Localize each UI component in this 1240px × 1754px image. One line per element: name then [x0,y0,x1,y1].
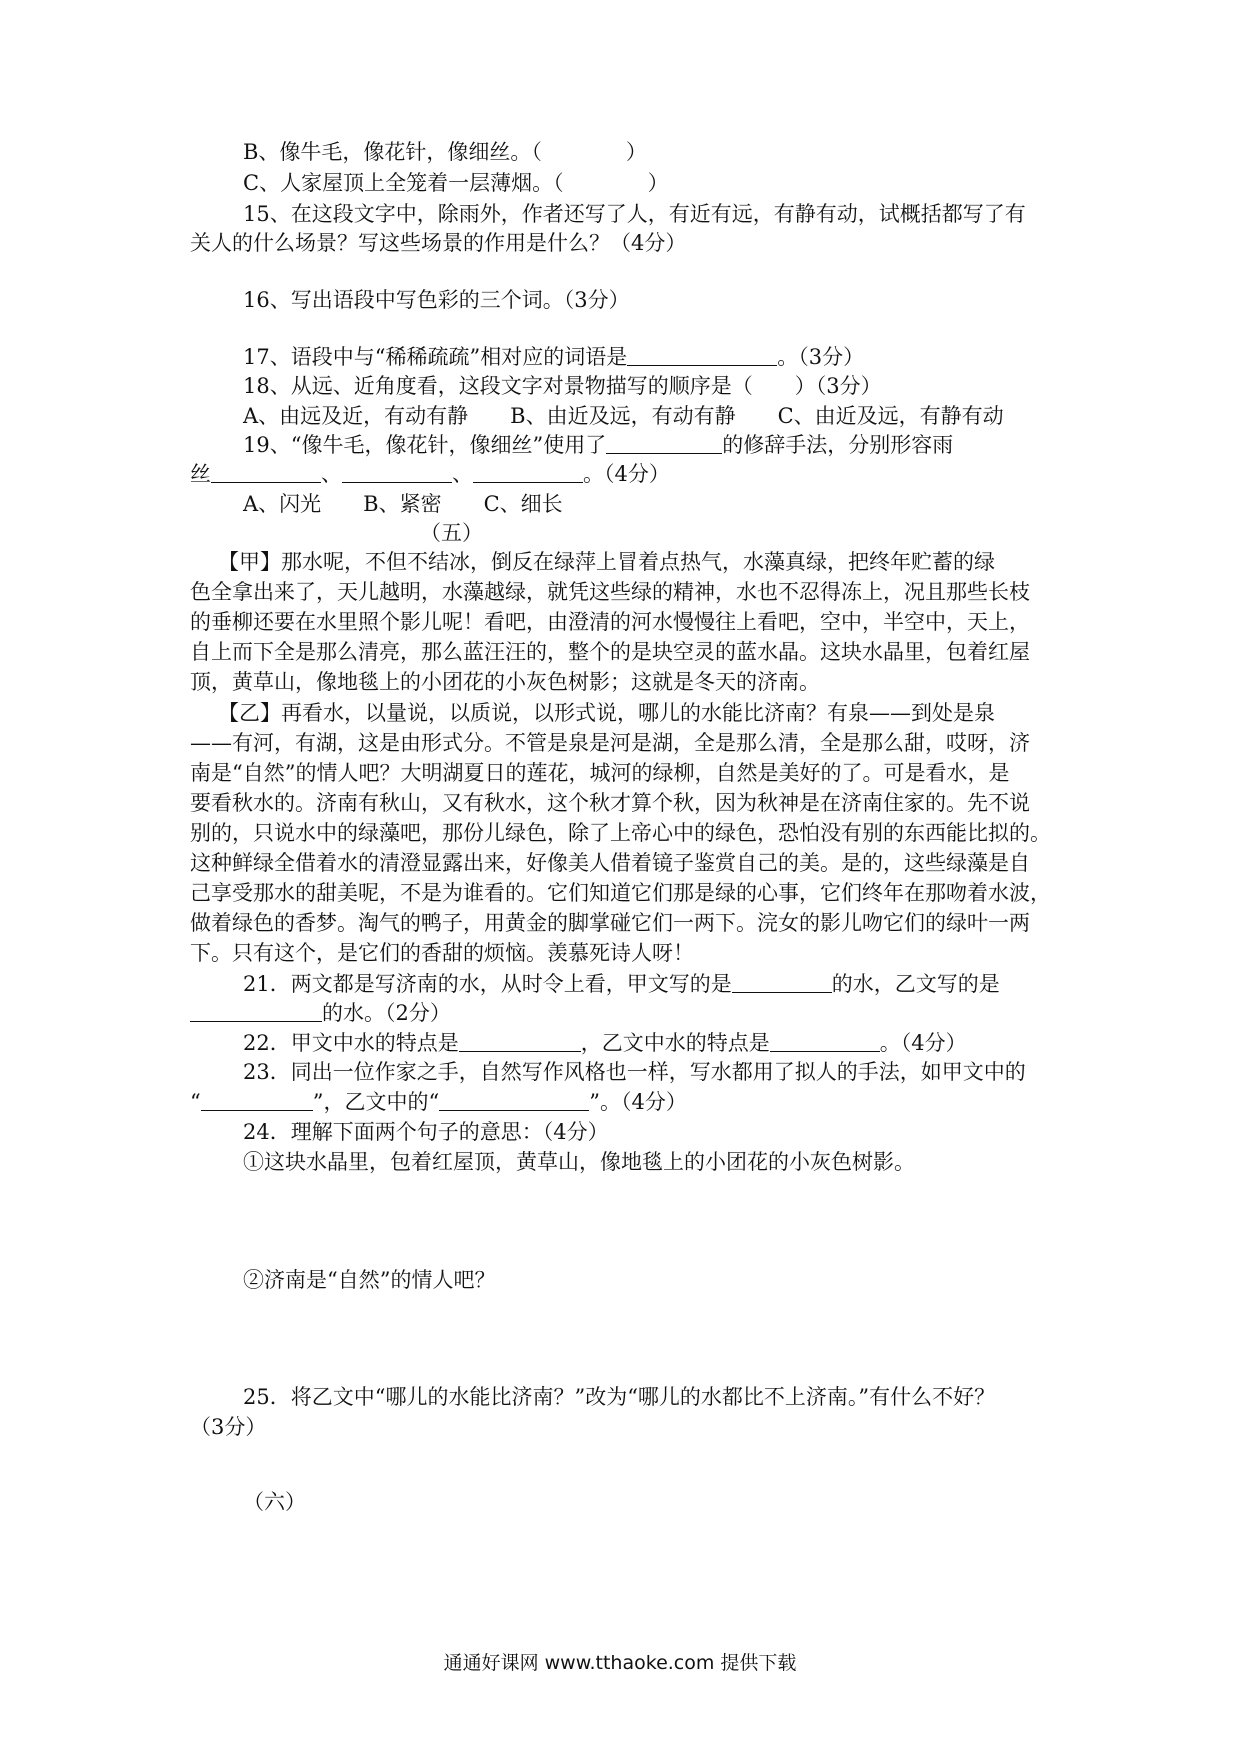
question-22-text-cont: ，乙文中水的特点是 [580,1031,770,1055]
answer-blank[interactable] [606,433,722,454]
passage-line: 【乙】再看水，以量说，以质说，以形式说，哪儿的水能比济南？有泉——到处是泉 [218,701,995,725]
question-19-line-1 [243,430,953,460]
separator: 、 [321,462,342,486]
section-5-title: （五） [420,521,483,545]
question-21-line-2 [190,998,451,1028]
passage-line: 顶，黄草山，像地毯上的小团花的小灰色树影；这就是冬天的济南。 [190,670,820,694]
open-quote: “ [190,1090,201,1114]
passage-line: 的垂柳还要在水里照个影儿呢！看吧，由澄清的河水慢慢往上看吧，空中，半空中，天上， [190,610,1030,634]
answer-blank[interactable] [211,462,321,483]
question-23-line-1: 23．同出一位作家之手，自然写作风格也一样，写水都用了拟人的手法，如甲文中的 [243,1060,1026,1084]
answer-blank[interactable] [342,462,452,483]
passage-line: 这种鲜绿全借着水的清澄显露出来，好像美人借着镜子鉴赏自己的美。是的，这些绿藻是自 [190,851,1030,875]
page-footer: 通通好课网 www.tthaoke.com 提供下载 [443,1652,797,1674]
question-22-score: 。（4分） [879,1031,967,1055]
passage-line: 【甲】那水呢，不但不结冰，倒反在绿萍上冒着点热气，水藻真绿，把终年贮蓄的绿 [218,550,995,574]
question-21-text: 21．两文都是写济南的水，从时令上看，甲文写的是 [243,972,732,996]
question-21-text-cont: 的水，乙文写的是 [831,972,1000,996]
question-23-line-2 [190,1087,687,1117]
passage-line: ——有河，有湖，这是由形式分。不管是泉是河是湖，全是那么清，全是那么甜，哎呀，济 [190,731,1030,755]
question-17-score: 。（3分） [777,345,865,369]
question-18-stem: 18、从远、近角度看，这段文字对景物描写的顺序是（ ）（3分） [243,374,882,398]
question-19-options: A、闪光 B、紧密 C、细长 [243,492,563,516]
question-19-start: 丝 [190,462,211,486]
answer-blank[interactable] [459,1031,581,1052]
question-14-option-c: C、人家屋顶上全笼着一层薄烟。（ ） [243,171,669,195]
question-17 [243,342,864,372]
question-15-line-2: 关人的什么场景？写这些场景的作用是什么？（4分） [190,231,687,255]
passage-line: 要看秋水的。济南有秋山，又有秋水，这个秋才算个秋，因为秋神是在济南住家的。先不说 [190,791,1030,815]
answer-blank[interactable] [770,1031,880,1052]
question-19-text-cont: 的修辞手法，分别形容雨 [722,433,954,457]
passage-line: 下。只有这个，是它们的香甜的烦恼。羡慕死诗人呀！ [190,941,694,965]
passage-line: 别的，只说水中的绿藻吧，那份儿绿色，除了上帝心中的绿色，恐怕没有别的东西能比拟的。 [190,821,1051,845]
answer-blank[interactable] [190,1001,322,1022]
answer-blank[interactable] [627,345,777,366]
question-21-line-1 [243,969,1000,999]
passage-line: 自上而下全是那么清亮，那么蓝汪汪的，整个的是块空灵的蓝水晶。这块水晶里，包着红屋 [190,640,1030,664]
question-18-options: A、由远及近，有动有静 B、由近及远，有动有静 C、由近及远，有静有动 [243,404,1004,428]
question-25-line-1: 25．将乙文中“哪儿的水能比济南？”改为“哪儿的水都比不上济南。”有什么不好？ [243,1385,996,1409]
question-16: 16、写出语段中写色彩的三个词。（3分） [243,288,630,312]
question-19-text: 19、“像牛毛，像花针，像细丝”使用了 [243,433,607,457]
question-19-line-2 [190,459,670,489]
question-23-score: ”。（4分） [589,1090,687,1114]
passage-line: 做着绿色的香梦。淘气的鸭子，用黄金的脚掌碰它们一两下。浣女的影儿吻它们的绿叶一两 [190,911,1030,935]
question-21-score: 的水。（2分） [322,1001,451,1025]
answer-blank[interactable] [473,462,583,483]
question-23-text: ”，乙文中的“ [312,1090,440,1114]
passage-line: 色全拿出来了，天儿越明，水藻越绿，就凭这些绿的精神，水也不忍得冻上，况且那些长枝 [190,580,1030,604]
passage-line: 己享受那水的甜美呢，不是为谁看的。它们知道它们那是绿的心事，它们终年在那吻着水波， [190,881,1051,905]
separator: 、 [452,462,473,486]
question-25-line-2: （3分） [190,1415,267,1439]
question-22-text: 22．甲文中水的特点是 [243,1031,459,1055]
question-22 [243,1028,967,1058]
answer-blank[interactable] [439,1090,589,1111]
question-24-stem: 24．理解下面两个句子的意思：（4分） [243,1120,609,1144]
question-24-sentence-2: ②济南是“自然”的情人吧？ [243,1268,496,1292]
section-6-title: （六） [243,1490,306,1514]
question-17-text: 17、语段中与“稀稀疏疏”相对应的词语是 [243,345,628,369]
answer-blank[interactable] [201,1090,313,1111]
question-15-line-1: 15、在这段文字中，除雨外，作者还写了人，有近有远，有静有动，试概括都写了有 [243,202,1026,226]
question-19-score: 。（4分） [583,462,670,486]
question-24-sentence-1: ①这块水晶里，包着红屋顶，黄草山，像地毯上的小团花的小灰色树影。 [243,1150,915,1174]
question-14-option-b: B、像牛毛，像花针，像细丝。（ ） [243,140,647,164]
passage-line: 南是“自然”的情人吧？大明湖夏日的莲花，城河的绿柳，自然是美好的了。可是看水，是 [190,761,1010,785]
answer-blank[interactable] [732,972,832,993]
